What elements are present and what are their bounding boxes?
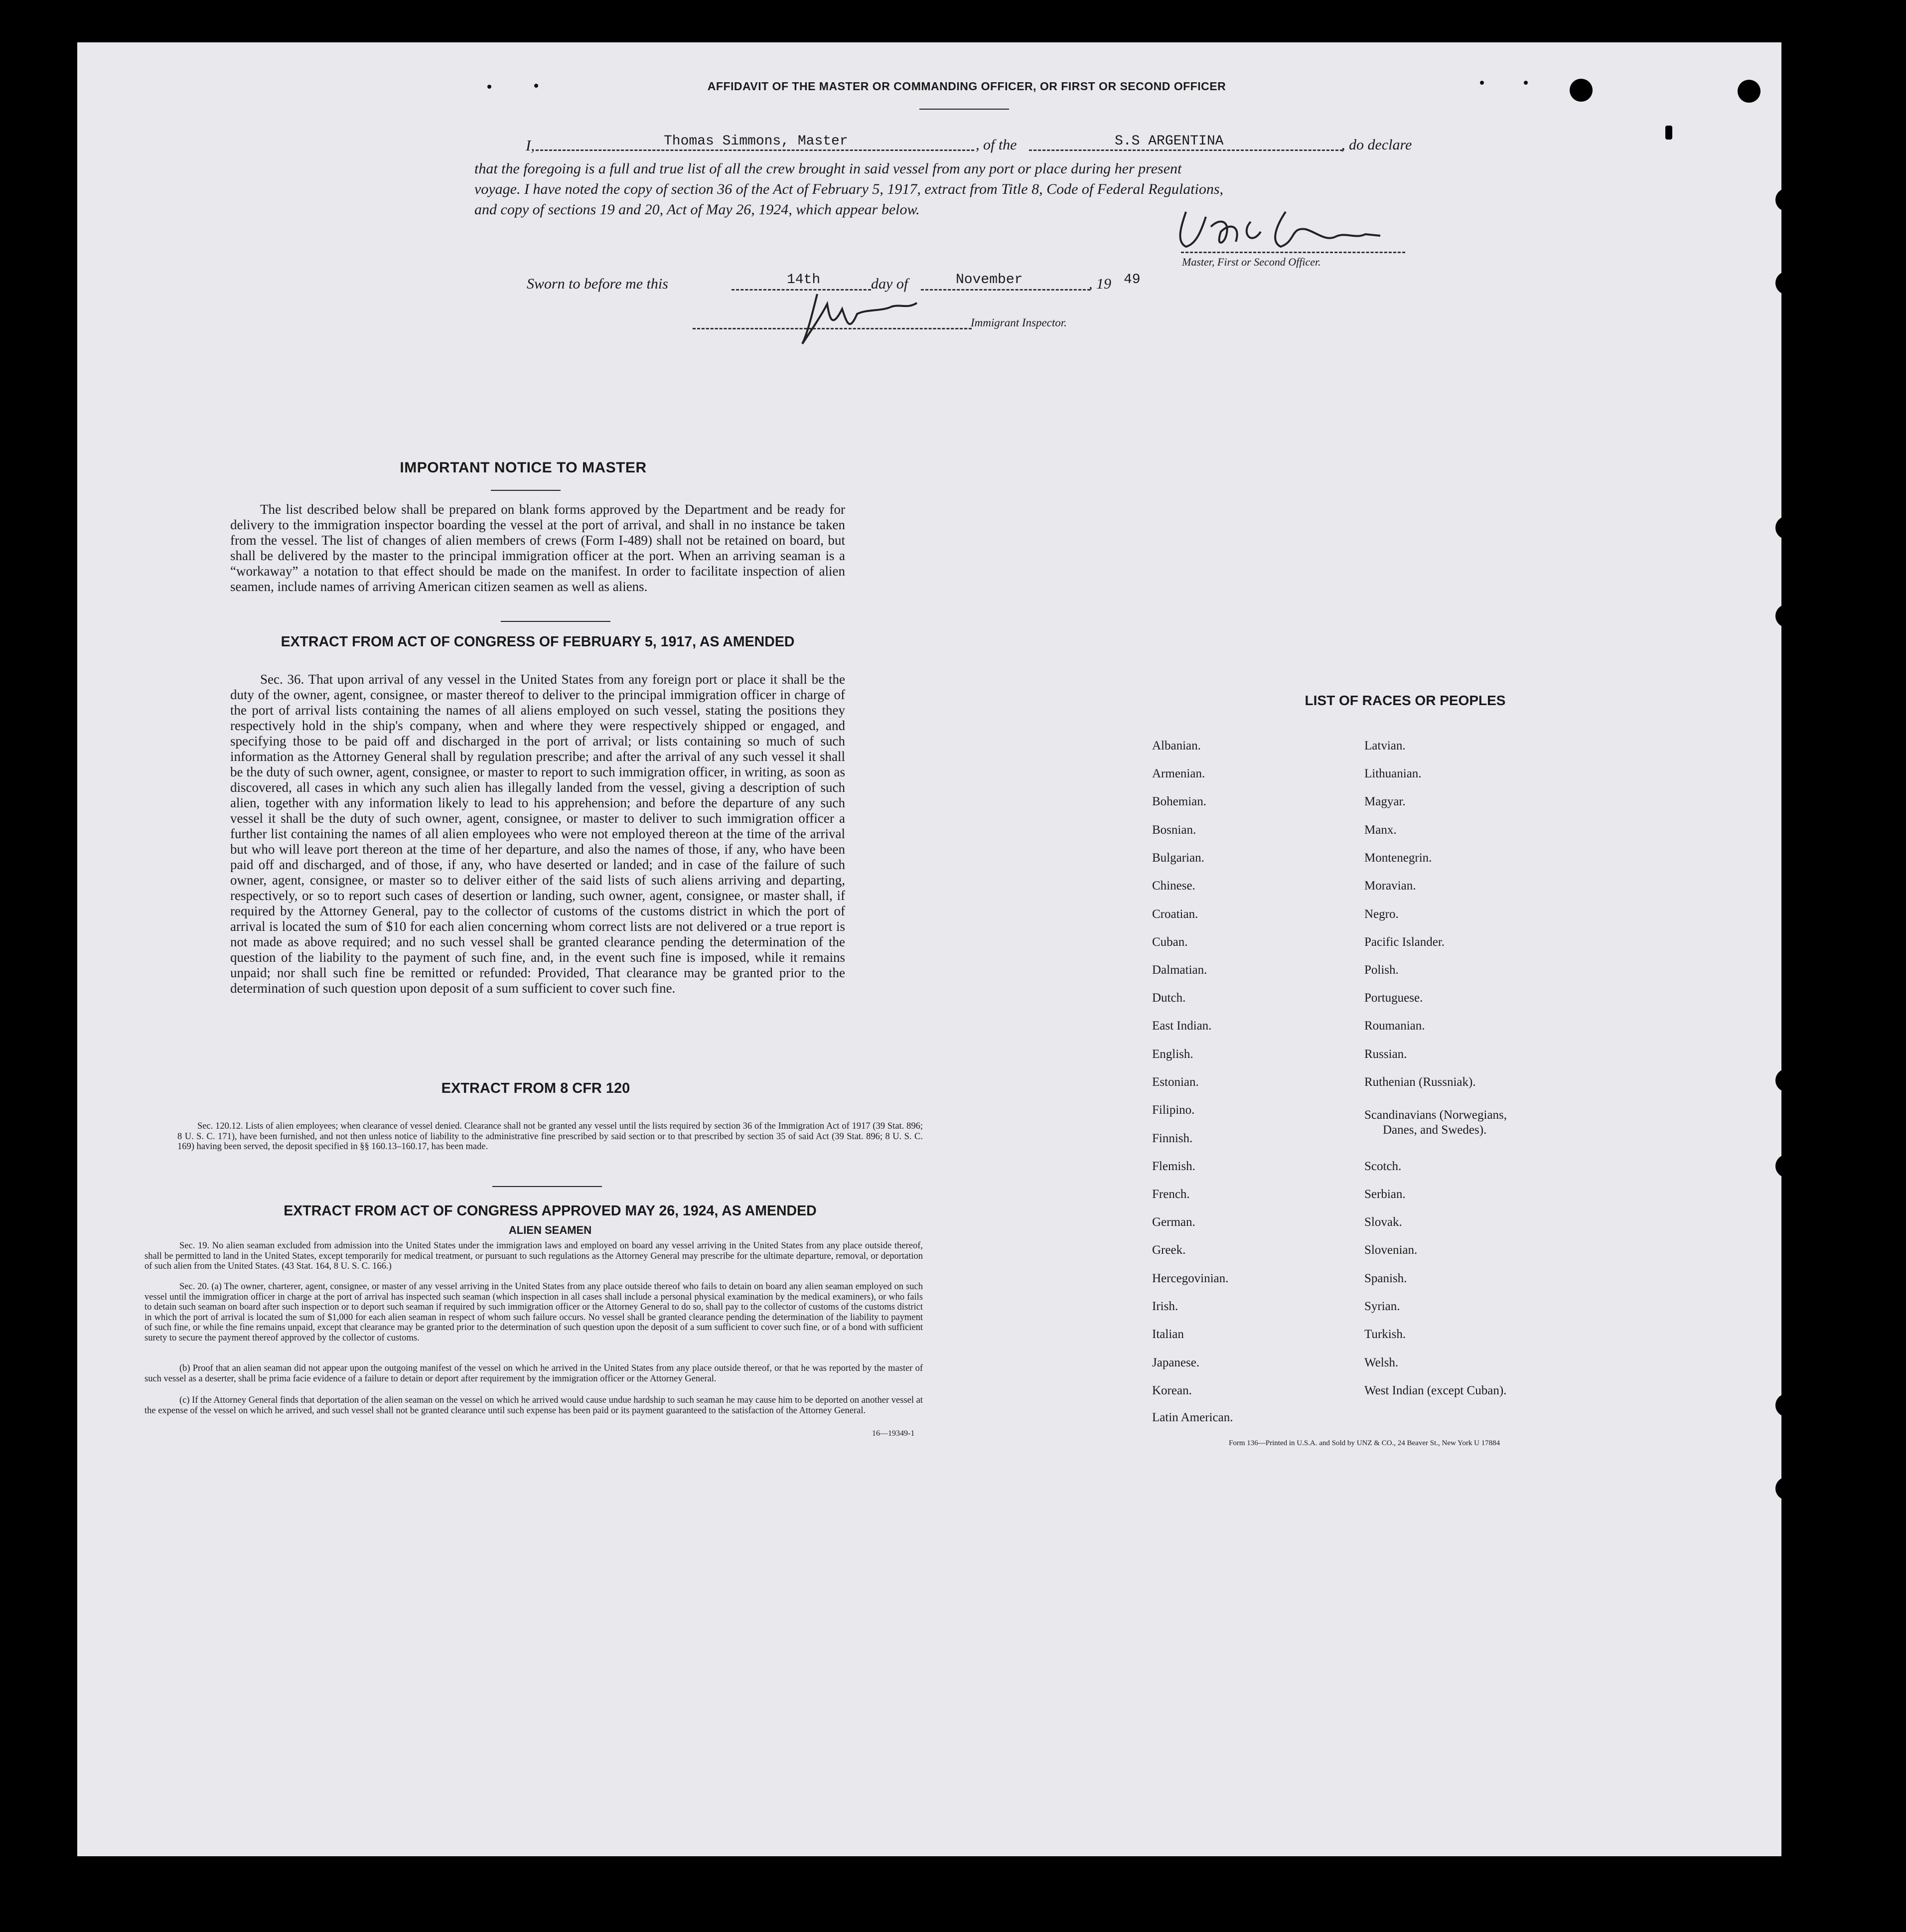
notice-title: IMPORTANT NOTICE TO MASTER bbox=[400, 459, 647, 476]
notice-rule bbox=[491, 490, 561, 491]
of-the-label: , of the bbox=[976, 137, 1017, 153]
race-item: Estonian. bbox=[1152, 1075, 1199, 1089]
affidavit-line-4: and copy of sections 19 and 20, Act of May 26, 1924, which appear below. bbox=[474, 201, 920, 218]
race-item: Korean. bbox=[1152, 1384, 1192, 1397]
race-item: Turkish. bbox=[1364, 1328, 1406, 1341]
name-blank bbox=[536, 149, 974, 151]
punch-hole bbox=[1775, 188, 1798, 211]
race-item: Greek. bbox=[1152, 1243, 1186, 1257]
race-item: Filipino. bbox=[1152, 1103, 1195, 1117]
affidavit-i: I, bbox=[526, 137, 535, 154]
race-item: Dalmatian. bbox=[1152, 963, 1207, 977]
vessel-name: S.S ARGENTINA bbox=[1115, 134, 1224, 149]
race-item: Ruthenian (Russniak). bbox=[1364, 1075, 1476, 1089]
title-rule bbox=[919, 109, 1009, 110]
affidavit-line-3: voyage. I have noted the copy of section 36 of the Act of February 5, 1917, extract from Title 8, Code of Federal Regulations, bbox=[474, 181, 1224, 197]
month-blank bbox=[921, 289, 1090, 291]
race-item: German. bbox=[1152, 1215, 1195, 1229]
race-item: Japanese. bbox=[1152, 1356, 1200, 1369]
race-item: Irish. bbox=[1152, 1300, 1178, 1313]
race-item: Cuban. bbox=[1152, 935, 1188, 949]
race-item: Magyar. bbox=[1364, 795, 1406, 808]
race-item: English. bbox=[1152, 1047, 1193, 1061]
sworn-month: November bbox=[956, 272, 1023, 288]
race-item: Serbian. bbox=[1364, 1188, 1406, 1201]
form-code: 16—19349-1 bbox=[872, 1429, 915, 1438]
section-20c: (c) If the Attorney General finds that deportation of the alien seaman on the vessel on which he arrived would cause undue hardship to such seaman he may cause him to be deported on another vessel at the expense of the vessel on which he arrived, and such vessel shall not be granted clearance until such expense has been paid or its payment guaranteed to the satisfaction of the Attorney General. bbox=[145, 1395, 923, 1416]
race-item: Pacific Islander. bbox=[1364, 935, 1445, 949]
race-item: Albanian. bbox=[1152, 739, 1201, 752]
vessel-blank bbox=[1029, 149, 1343, 151]
signature-blank bbox=[1181, 252, 1405, 253]
extract-1924-subtitle: ALIEN SEAMEN bbox=[508, 1224, 592, 1236]
master-name: Thomas Simmons, Master bbox=[664, 134, 848, 149]
extract-cfr-title: EXTRACT FROM 8 CFR 120 bbox=[441, 1080, 630, 1096]
race-item: Slovak. bbox=[1364, 1215, 1402, 1229]
inspector-signature bbox=[792, 284, 932, 349]
sworn-day: 14th bbox=[787, 272, 821, 288]
affidavit-title: AFFIDAVIT OF THE MASTER OR COMMANDING OFFICER, OR FIRST OR SECOND OFFICER bbox=[707, 80, 1226, 93]
race-item: Slovenian. bbox=[1364, 1243, 1418, 1257]
extract-1917-title: EXTRACT FROM ACT OF CONGRESS OF FEBRUARY 5, 1917, AS AMENDED bbox=[281, 634, 795, 650]
race-item: Russian. bbox=[1364, 1047, 1407, 1061]
punch-hole bbox=[1775, 1155, 1798, 1178]
year-prefix: , 19 bbox=[1089, 276, 1111, 292]
race-item: Bulgarian. bbox=[1152, 851, 1204, 865]
punch-hole bbox=[1775, 1477, 1798, 1500]
race-item: Hercegovinian. bbox=[1152, 1272, 1229, 1285]
section-rule bbox=[492, 1186, 602, 1187]
race-item: Manx. bbox=[1364, 823, 1397, 837]
race-item: Welsh. bbox=[1364, 1356, 1399, 1369]
race-item: West Indian (except Cuban). bbox=[1364, 1384, 1507, 1397]
race-item: Latvian. bbox=[1364, 739, 1406, 752]
race-item: Scandinavians (Norwegians, bbox=[1364, 1108, 1507, 1122]
extract-cfr-body: Sec. 120.12. Lists of alien employees; when clearance of vessel denied. Clearance shall not be granted any vessel until the lists required by section 36 of the Immigration Act of 1917 (39 Stat. 896; 8 U. S. C. 171), have been furnished, and not then unless notice of liability to the administrative fine prescribed by said section or to that prescribed by section 35 of said Act (39 Stat. 896; 8 U. S. C. 169) having been served, the deposit specified in §§ 160.13–160.17, has been made. bbox=[177, 1121, 923, 1152]
race-item: Latin American. bbox=[1152, 1411, 1233, 1424]
section-rule bbox=[501, 621, 610, 622]
race-item: East Indian. bbox=[1152, 1019, 1212, 1033]
race-item: Italian bbox=[1152, 1328, 1184, 1341]
printer-imprint: Form 136—Printed in U.S.A. and Sold by UNZ & CO., 24 Beaver St., New York U 17884 bbox=[1229, 1439, 1500, 1447]
ink-speck bbox=[534, 84, 538, 88]
inspector-caption: Immigrant Inspector. bbox=[971, 316, 1067, 329]
punch-hole bbox=[1775, 272, 1798, 295]
race-item: Portuguese. bbox=[1364, 991, 1423, 1005]
race-item: Polish. bbox=[1364, 963, 1399, 977]
race-item: Roumanian. bbox=[1364, 1019, 1425, 1033]
inspector-blank bbox=[693, 328, 972, 329]
race-item: Bohemian. bbox=[1152, 795, 1207, 808]
section-20b: (b) Proof that an alien seaman did not appear upon the outgoing manifest of the vessel on which he arrived in the United States from any place outside thereof, or that he was reported by the master of such vessel as a deserter, shall be prima facie evidence of a failure to detain or deport after requirement by the immigration officer or the Attorney General. bbox=[145, 1363, 923, 1384]
punch-hole bbox=[1775, 516, 1798, 539]
day-of-label: day of bbox=[871, 276, 908, 292]
race-item: Armenian. bbox=[1152, 767, 1205, 780]
punch-hole bbox=[1775, 1394, 1798, 1417]
extract-1924-title: EXTRACT FROM ACT OF CONGRESS APPROVED MAY 26, 1924, AS AMENDED bbox=[284, 1203, 817, 1219]
notice-body: The list described below shall be prepared on blank forms approved by the Department and be ready for delivery to the immigration inspector boarding the vessel at the port of arrival, and shall in no instance be taken from the vessel. The list of changes of alien members of crews (Form I-489) shall not be retained on board, but shall be delivered by the master to the principal immigration officer at the port. When an arriving seaman is a “workaway” a notation to that effect should be made on the manifest. In order to facilitate inspection of alien seamen, include names of arriving American citizen seamen as well as aliens. bbox=[230, 502, 845, 594]
race-item: Bosnian. bbox=[1152, 823, 1196, 837]
races-title: LIST OF RACES OR PEOPLES bbox=[1305, 693, 1506, 708]
affidavit-line-2: that the foregoing is a full and true list of all the crew brought in said vessel from any port or place during her present bbox=[474, 160, 1182, 177]
punch-hole bbox=[1738, 80, 1760, 103]
race-item: Flemish. bbox=[1152, 1160, 1195, 1173]
race-item: Syrian. bbox=[1364, 1300, 1400, 1313]
race-item: Croatian. bbox=[1152, 907, 1198, 921]
punch-hole bbox=[1570, 79, 1593, 102]
race-item: Scotch. bbox=[1364, 1160, 1402, 1173]
master-signature bbox=[1166, 197, 1385, 257]
race-item: Chinese. bbox=[1152, 879, 1195, 892]
race-item: Negro. bbox=[1364, 907, 1399, 921]
punch-hole bbox=[1775, 1069, 1798, 1092]
ink-speck bbox=[1480, 81, 1484, 85]
extract-1917-body: Sec. 36. That upon arrival of any vessel in the United States from any foreign port or place it shall be the duty of the owner, agent, consignee, or master thereof to deliver to the principal immigration officer in charge of the port of arrival lists containing the names of all aliens employed on such vessel, stating the positions they respectively hold in the ship's company, when and where they were respectively shipped or engaged, and specifying those to be paid off and discharged in the port of arrival; or lists containing so much of such information as the Attorney General shall by regulation prescribe; and after the arrival of any such vessel it shall be the duty of such owner, agent, consignee, or master to report to such immigration officer, in writing, as soon as discovered, all cases in which any such alien has illegally landed from the vessel, giving a description of such alien, together with any information likely to lead to his apprehension; and before the departure of any such vessel it shall be the duty of such owner, agent, consignee, or master to deliver to such immigration officer a further list containing the names of all alien employees who were not employed thereon at the time of the arrival but who will leave port thereon at the time of her departure, and also the names of those, if any, who have been paid off and discharged, and of those, if any, who have deserted or landed; and in case of the failure of such owner, agent, consignee, or master so to deliver either of the said lists of such aliens arriving and departing, respectively, or so to report such cases of desertion or landing, such owner, agent, consignee, or master shall, if required by the Attorney General, pay to the collector of customs of the customs district in which the port of arrival is located the sum of $10 for each alien concerning whom correct lists are not delivered or a true report is not made as above required; and no such vessel shall be granted clearance pending the determination of the question of the liability to the payment of such fine, and, in the event such fine is imposed, while it remains unpaid; nor shall such fine be remitted or refunded: Provided, That clearance may be granted prior to the determination of such question upon deposit of a sum sufficient to cover such fine. bbox=[230, 672, 845, 996]
race-item: Montenegrin. bbox=[1364, 851, 1432, 865]
section-19: Sec. 19. No alien seaman excluded from admission into the United States under the immigration laws and employed on board any vessel arriving in the United States from any place outside thereof, shall be permitted to land in the United States, except temporarily for medical treatment, or pursuant to such regulations as the Attorney General may prescribe for the ultimate departure, removal, or deportation of such alien from the United States. (43 Stat. 164, 8 U. S. C. 166.) bbox=[145, 1241, 923, 1271]
do-declare-label: , do declare bbox=[1341, 137, 1412, 153]
sworn-label: Sworn to before me this bbox=[527, 276, 668, 292]
race-item: Dutch. bbox=[1152, 991, 1186, 1005]
signature-caption: Master, First or Second Officer. bbox=[1182, 256, 1321, 268]
punch-hole bbox=[1775, 604, 1798, 627]
race-item: Finnish. bbox=[1152, 1132, 1193, 1145]
ink-speck bbox=[1524, 81, 1528, 85]
ink-speck bbox=[1665, 126, 1672, 140]
race-item: Spanish. bbox=[1364, 1272, 1407, 1285]
race-item: Danes, and Swedes). bbox=[1383, 1123, 1487, 1137]
race-item: Moravian. bbox=[1364, 879, 1416, 892]
sworn-year: 49 bbox=[1124, 272, 1141, 288]
race-item: French. bbox=[1152, 1188, 1190, 1201]
section-20a: Sec. 20. (a) The owner, charterer, agent, consignee, or master of any vessel arriving in the United States from any place outside thereof who fails to detain on board any alien seaman employed on such vessel until the immigration officer in charge at the port of arrival has inspected such seaman (which inspection in all cases shall include a personal physical examination by the medical examiners), or who fails to detain such seaman on board after such inspection or to deport such seaman if required by such immigration officer or the Attorney General to do so, shall pay to the collector of customs of the customs district in which the port of arrival is located the sum of $1,000 for each alien seaman in respect of whom such failure occurs. No vessel shall be granted clearance pending the determination of the liability to payment of such fine, or while the fine remains unpaid, except that clearance may be granted prior to the determination of such question upon the deposit of a sum sufficient to cover such fine, or of a bond with sufficient surety to secure the payment thereof approved by the collector of customs. bbox=[145, 1282, 923, 1343]
race-item: Lithuanian. bbox=[1364, 767, 1422, 780]
ink-speck bbox=[487, 85, 491, 89]
